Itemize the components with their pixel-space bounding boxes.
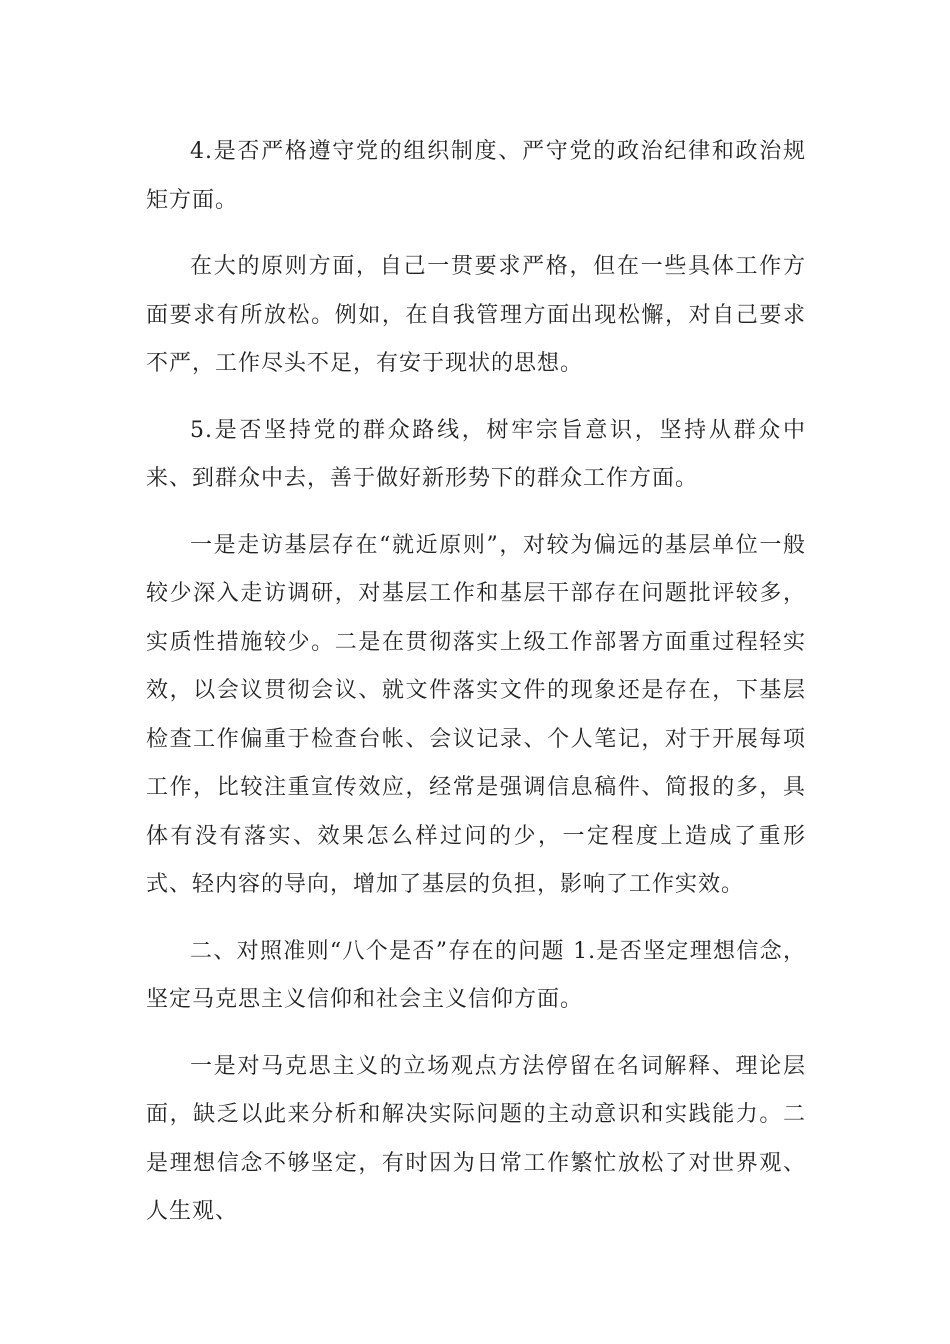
- paragraph-item-5-response: 一是走访基层存在“就近原则”，对较为偏远的基层单位一般较少深入走访调研，对基层工作和基层干部存在问题批评较多，实质性措施较少。二是在贯彻落实上级工作部署方面重过程轻实效，以会议贯彻会议、就文件落实文件的现象还是存在，下基层检查工作偏重于检查台帐、会议记录、个人笔记，对于开展每项工作，比较注重宣传效应，经常是强调信息稿件、简报的多，具体有没有落实、效果怎么样过问的少，一定程度上造成了重形式、轻内容的导向，增加了基层的负担，影响了工作实效。: [146, 532, 806, 897]
- paragraph-item-4: 4.是否严格遵守党的组织制度、严守党的政治纪律和政治规矩方面。: [146, 139, 806, 213]
- paragraph-item-4-response: 在大的原则方面，自己一贯要求严格，但在一些具体工作方面要求有所放松。例如，在自我管理方面出现松懈，对自己要求不严，工作尽头不足，有安于现状的思想。: [146, 254, 806, 376]
- paragraph-section-two-item-1-response: 一是对马克思主义的立场观点方法停留在名词解释、理论层面，缺乏以此来分析和解决实际问题的主动意识和实践能力。二是理想信念不够坚定，有时因为日常工作繁忙放松了对世界观、人生观、: [146, 1053, 806, 1224]
- paragraph-item-5: 5.是否坚持党的群众路线，树牢宗旨意识，坚持从群众中来、到群众中去，善于做好新形势下的群众工作方面。: [146, 417, 806, 491]
- paragraph-section-two-item-1: 二、对照准则“八个是否”存在的问题 1.是否坚定理想信念，坚定马克思主义信仰和社会主义信仰方面。: [146, 938, 806, 1012]
- document-body: [146, 128, 806, 1255]
